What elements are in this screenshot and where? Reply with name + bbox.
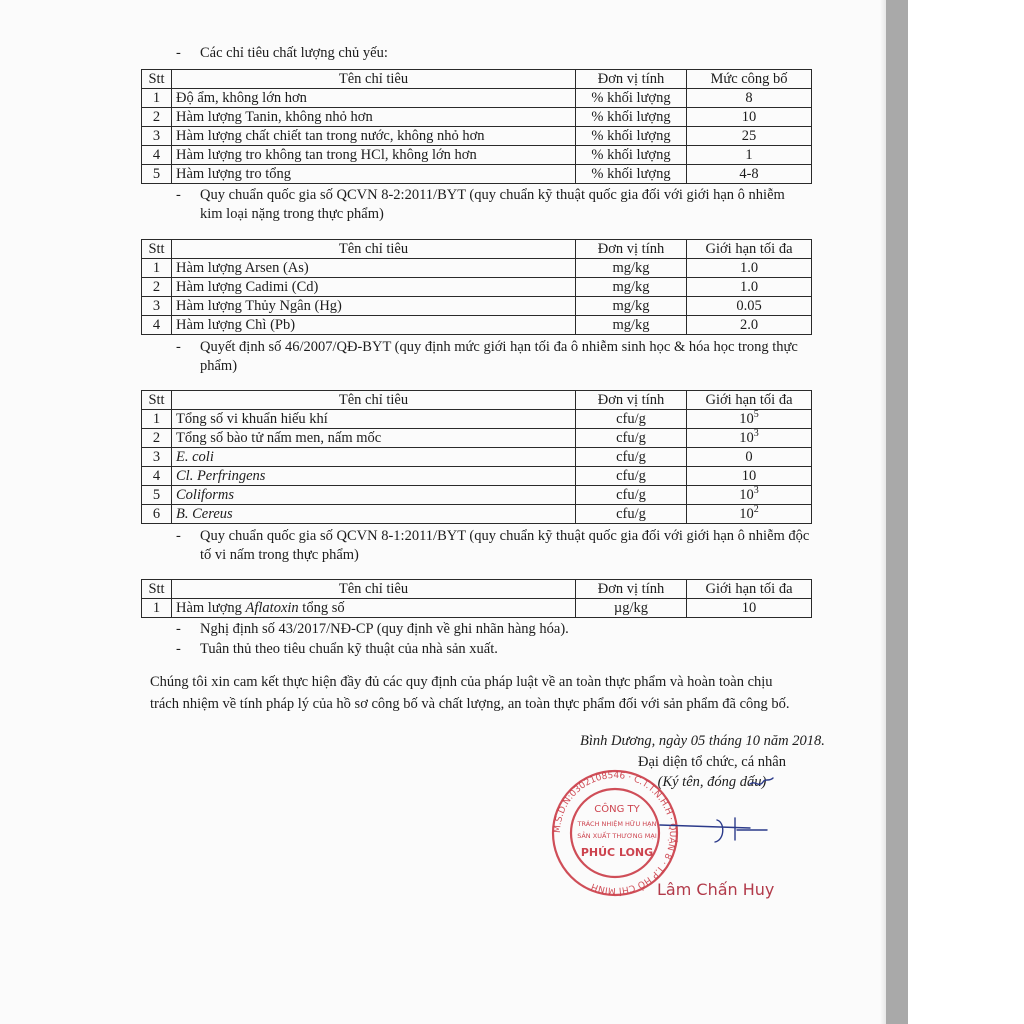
table-row: 3 Hàm lượng Thủy Ngân (Hg) mg/kg 0.05 <box>142 297 812 316</box>
table-header-row: Stt Tên chỉ tiêu Đơn vị tính Giới hạn tối đa <box>142 580 812 599</box>
section-2-intro: - Quy chuẩn quốc gia số QCVN 8-2:2011/BYT (quy chuẩn kỹ thuật quốc gia đối với giới hạn ô nhiễm <box>176 187 785 203</box>
table-row: 1 Độ ẩm, không lớn hơn % khối lượng 8 <box>142 89 812 108</box>
table-row: 2 Hàm lượng Tanin, không nhỏ hơn % khối lượng 10 <box>142 108 812 127</box>
commitment-paragraph: Chúng tôi xin cam kết thực hiện đầy đủ các quy định của pháp luật về an toàn thực phẩm và hoàn toàn chịu trách nhiệm về tính pháp lý của hồ sơ công bố và chất lượng, an toàn thực phẩm đối với sản phẩm đã công bố. <box>150 674 790 712</box>
table-row: 3 Hàm lượng chất chiết tan trong nước, không nhỏ hơn % khối lượng 25 <box>142 127 812 146</box>
signer-name: Lâm Chấn Huy <box>657 880 775 899</box>
quality-table <box>141 69 812 184</box>
microbiology-table <box>141 390 812 524</box>
section-2-intro-cont: kim loại nặng trong thực phẩm) <box>200 206 384 222</box>
table-header-row: Stt Tên chỉ tiêu Đơn vị tính Giới hạn tối đa <box>142 240 812 259</box>
table-row: 4 Cl. Perfringens cfu/g 10 <box>142 467 812 486</box>
bullet-decree: - Nghị định số 43/2017/NĐ-CP (quy định về ghi nhãn hàng hóa). <box>176 621 569 637</box>
table-row: 5 Hàm lượng tro tổng % khối lượng 4-8 <box>142 165 812 184</box>
heavy-metal-table <box>141 239 812 335</box>
section-3-intro-cont: phẩm) <box>200 358 238 374</box>
table-header-row: Stt Tên chỉ tiêu Đơn vị tính Mức công bố <box>142 70 812 89</box>
table-row: 5 Coliforms cfu/g $10^3$ <box>142 486 812 505</box>
table-row: 6 B. Cereus cfu/g $10^2$ <box>142 505 812 524</box>
table-row: 2 Hàm lượng Cadimi (Cd) mg/kg 1.0 <box>142 278 812 297</box>
table-header-row: Stt Tên chỉ tiêu Đơn vị tính Giới hạn tối đa <box>142 391 812 410</box>
section-4-intro: - Quy chuẩn quốc gia số QCVN 8-1:2011/BYT (quy chuẩn kỹ thuật quốc gia đối với giới hạn ô nhiễm độc <box>176 528 810 544</box>
scan-right-margin <box>908 0 1024 1024</box>
section-4-intro-cont: tố vi nấm trong thực phẩm) <box>200 547 359 563</box>
stamp-ring-text: M.S.D.N:0302108546 · C.T.T.N.H.H · QUẬN 8 · T.P HỒ CHÍ MINH <box>552 770 678 896</box>
stamp-line-company: CÔNG TY <box>594 804 640 815</box>
table-row: 1 Hàm lượng Aflatoxin tổng số µg/kg 10 <box>142 599 812 618</box>
table-row: 3 E. coli cfu/g 0 <box>142 448 812 467</box>
date-line: Bình Dương, ngày 05 tháng 10 năm 2018. <box>580 733 825 749</box>
bullet-standard: - Tuân thủ theo tiêu chuẩn kỹ thuật của nhà sản xuất. <box>176 641 498 657</box>
aflatoxin-table <box>141 579 812 618</box>
stamp-line-business: SẢN XUẤT THƯƠNG MẠI <box>577 832 657 840</box>
table-row: 1 Hàm lượng Arsen (As) mg/kg 1.0 <box>142 259 812 278</box>
scan-gray-edge <box>886 0 908 1024</box>
section-1-intro: - Các chỉ tiêu chất lượng chủ yếu: <box>176 45 388 61</box>
handwritten-signature <box>655 770 785 850</box>
stamp-line-type: TRÁCH NHIỆM HỮU HẠN <box>577 820 657 828</box>
table-row: 4 Hàm lượng Chì (Pb) mg/kg 2.0 <box>142 316 812 335</box>
table-row: 2 Tổng số bào tử nấm men, nấm mốc cfu/g $10^3$ <box>142 429 812 448</box>
table-row: 4 Hàm lượng tro không tan trong HCl, không lớn hơn % khối lượng 1 <box>142 146 812 165</box>
representative-block: Đại diện tổ chức, cá nhân (Ký tên, đóng dấu) <box>638 754 786 790</box>
section-3-intro: - Quyết định số 46/2007/QĐ-BYT (quy định mức giới hạn tối đa ô nhiễm sinh học & hóa học trong thực <box>176 339 798 355</box>
table-row: 1 Tổng số vi khuẩn hiếu khí cfu/g $10^5$ <box>142 410 812 429</box>
stamp-line-name: PHÚC LONG <box>580 846 654 859</box>
